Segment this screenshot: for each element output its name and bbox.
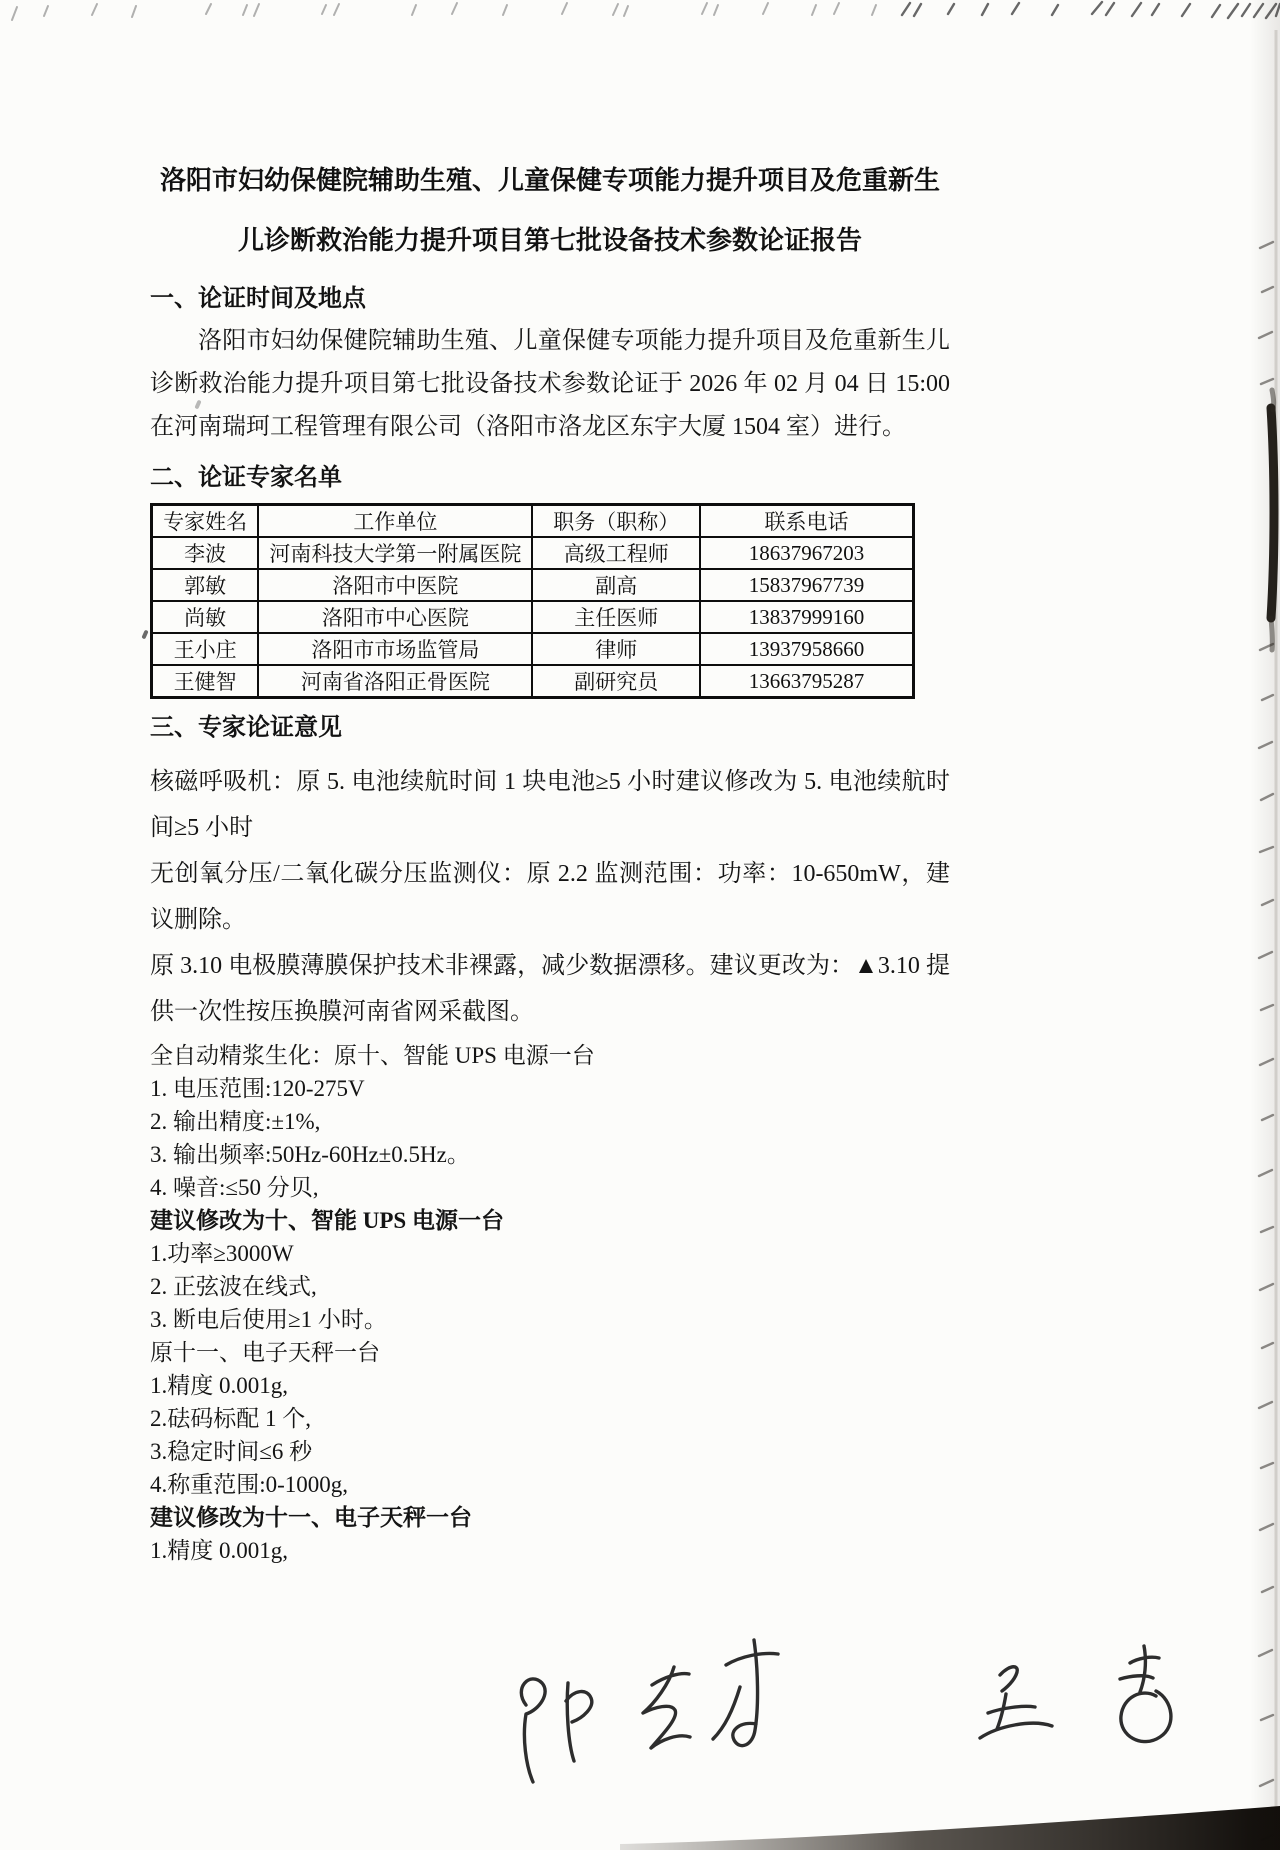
col-header-phone: 联系电话 [700, 505, 913, 538]
expert-name: 郭敏 [152, 569, 259, 601]
spec-line: 2. 正弦波在线式, [150, 1274, 317, 1299]
spec-line: 全自动精浆生化：原十、智能 UPS 电源一台 [150, 1043, 595, 1068]
expert-title: 副高 [532, 569, 700, 601]
opinion-paragraph-3: 原 3.10 电极膜薄膜保护技术非裸露，减少数据漂移。建议更改为：▲3.10 提供一次性按压换膜河南省网采截图。 [150, 953, 950, 1025]
signature-4 [980, 1646, 1171, 1742]
equipment-spec-list [150, 1039, 950, 1567]
expert-phone: 13663795287 [700, 665, 913, 698]
opinion-paragraph-1: 核磁呼吸机：原 5. 电池续航时间 1 块电池≥5 小时建议修改为 5. 电池续航时间≥5 小时 [150, 769, 950, 841]
expert-unit: 洛阳市中医院 [258, 569, 532, 601]
spec-line: 3. 断电后使用≥1 小时。 [150, 1307, 387, 1332]
col-header-job-title: 职务（职称） [532, 505, 700, 538]
spec-line: 3. 输出频率:50Hz-60Hz±0.5Hz。 [150, 1142, 470, 1167]
spec-line: 2. 输出精度:±1%, [150, 1109, 321, 1134]
expert-name: 李波 [152, 537, 259, 569]
handwritten-signatures [440, 1625, 1200, 1810]
section1-paragraph: 洛阳市妇幼保健院辅助生殖、儿童保健专项能力提升项目及危重新生儿诊断救治能力提升项目第七批设备技术参数论证于 2026 年 02 月 04 日 15:00 在河南瑞珂工程管理有限公司（洛阳市洛龙区东宇大厦 1504 室）进行。 [150, 328, 950, 440]
col-header-work-unit: 工作单位 [258, 505, 532, 538]
expert-unit: 河南科技大学第一附属医院 [258, 537, 532, 569]
scan-artifact-bottom-wedge [620, 1794, 1280, 1850]
title-line-2: 儿诊断救治能力提升项目第七批设备技术参数论证报告 [237, 225, 862, 255]
opinion-paragraph-2: 无创氧分压/二氧化碳分压监测仪：原 2.2 监测范围：功率：10-650mW，建议删除。 [150, 861, 950, 933]
section1-heading: 一、论证时间及地点 [150, 285, 366, 312]
expert-phone: 15837967739 [700, 569, 913, 601]
experts-table-header-row [152, 505, 914, 538]
table-row [152, 633, 914, 665]
section2-heading: 二、论证专家名单 [150, 464, 342, 491]
spec-line: 3.稳定时间≤6 秒 [150, 1439, 313, 1464]
document-content [150, 150, 950, 1567]
spec-line: 原十一、电子天秤一台 [150, 1340, 380, 1365]
expert-title: 高级工程师 [532, 537, 700, 569]
signature-1 [521, 1679, 591, 1782]
spec-line: 4.称重范围:0-1000g, [150, 1472, 349, 1497]
section3-heading: 三、专家论证意见 [150, 714, 342, 741]
scan-artifact-top-edge [0, 0, 1280, 30]
spec-line: 建议修改为十一、电子天秤一台 [150, 1505, 472, 1530]
title-line-1: 洛阳市妇幼保健院辅助生殖、儿童保健专项能力提升项目及危重新生 [159, 165, 940, 195]
spec-line: 2.砝码标配 1 个, [150, 1406, 311, 1431]
spec-line: 1.功率≥3000W [150, 1241, 294, 1266]
expert-phone: 18637967203 [700, 537, 913, 569]
expert-name: 尚敏 [152, 601, 259, 633]
scan-speck [141, 630, 148, 640]
spec-line: 1.精度 0.001g, [150, 1373, 288, 1398]
table-row [152, 665, 914, 698]
spec-line: 4. 噪音:≤50 分贝, [150, 1175, 319, 1200]
table-row [152, 569, 914, 601]
scan-artifact-right-edge [1250, 0, 1280, 1850]
table-row [152, 537, 914, 569]
expert-unit: 洛阳市市场监管局 [258, 633, 532, 665]
experts-table [150, 503, 915, 699]
expert-title: 副研究员 [532, 665, 700, 698]
expert-title: 主任医师 [532, 601, 700, 633]
expert-unit: 洛阳市中心医院 [258, 601, 532, 633]
expert-name: 王小庄 [152, 633, 259, 665]
expert-phone: 13937958660 [700, 633, 913, 665]
expert-title: 律师 [532, 633, 700, 665]
document-title [150, 150, 950, 270]
col-header-expert-name: 专家姓名 [152, 505, 259, 538]
spec-line: 建议修改为十、智能 UPS 电源一台 [150, 1208, 504, 1233]
expert-phone: 13837999160 [700, 601, 913, 633]
table-row [152, 601, 914, 633]
expert-name: 王健智 [152, 665, 259, 698]
signature-2 [643, 1667, 690, 1748]
expert-unit: 河南省洛阳正骨医院 [258, 665, 532, 698]
signature-3 [713, 1640, 778, 1746]
spec-line: 1. 电压范围:120-275V [150, 1076, 365, 1101]
spec-line: 1.精度 0.001g, [150, 1538, 288, 1563]
